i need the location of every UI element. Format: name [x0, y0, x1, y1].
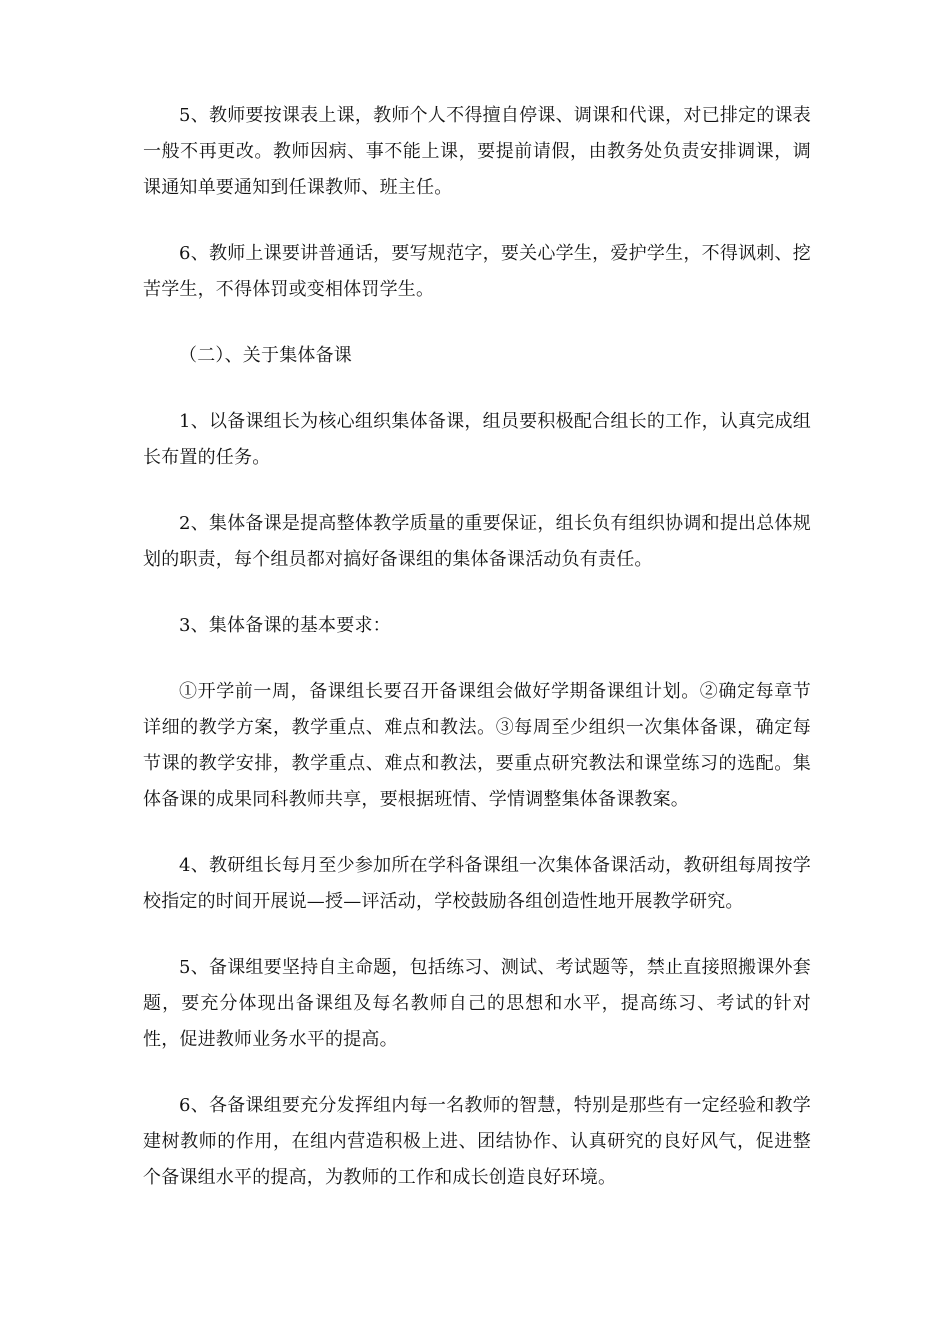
- paragraph-requirements-list: ①开学前一周，备课组长要召开备课组会做好学期备课组计划。②确定每章节详细的教学方案，教学重点、难点和教法。③每周至少组织一次集体备课，确定每节课的教学安排，教学重点、难点和教法，要重点研究教法和课堂练习的选配。集体备课的成果同科教师共享，要根据班情、学情调整集体备课教案。: [143, 681, 811, 810]
- paragraph-teacher-wisdom: 6、各备课组要充分发挥组内每一名教师的智慧，特别是那些有一定经验和教学建树教师的作用，在组内营造积极上进、团结协作、认真研究的良好风气，促进整个备课组水平的提高，为教师的工作和成长创造良好环境。: [143, 1095, 811, 1188]
- paragraph-research-leader: 4、教研组长每月至少参加所在学科备课组一次集体备课活动，教研组每周按学校指定的时间开展说—授—评活动，学校鼓励各组创造性地开展教学研究。: [143, 855, 811, 912]
- paragraph-prep-leader: 1、以备课组长为核心组织集体备课，组员要积极配合组长的工作，认真完成组长布置的任务。: [143, 411, 811, 468]
- document-page: [143, 98, 811, 1226]
- section-heading-collective-prep: （二）、关于集体备课: [179, 345, 352, 366]
- paragraph-prep-importance: 2、集体备课是提高整体教学质量的重要保证，组长负有组织协调和提出总体规划的职责，每个组员都对搞好备课组的集体备课活动负有责任。: [143, 513, 811, 570]
- paragraph-teacher-schedule: 5、教师要按课表上课，教师个人不得擅自停课、调课和代课，对已排定的课表一般不再更改。教师因病、事不能上课，要提前请假，由教务处负责安排调课，调课通知单要通知到任课教师、班主任。: [143, 105, 811, 198]
- paragraph-basic-requirements: 3、集体备课的基本要求：: [179, 615, 391, 636]
- paragraph-independent-questions: 5、备课组要坚持自主命题，包括练习、测试、考试题等，禁止直接照搬课外套题，要充分体现出备课组及每名教师自己的思想和水平，提高练习、考试的针对性，促进教师业务水平的提高。: [143, 957, 811, 1050]
- paragraph-teacher-conduct: 6、教师上课要讲普通话，要写规范字，要关心学生，爱护学生，不得讽刺、挖苦学生，不得体罚或变相体罚学生。: [143, 243, 811, 300]
